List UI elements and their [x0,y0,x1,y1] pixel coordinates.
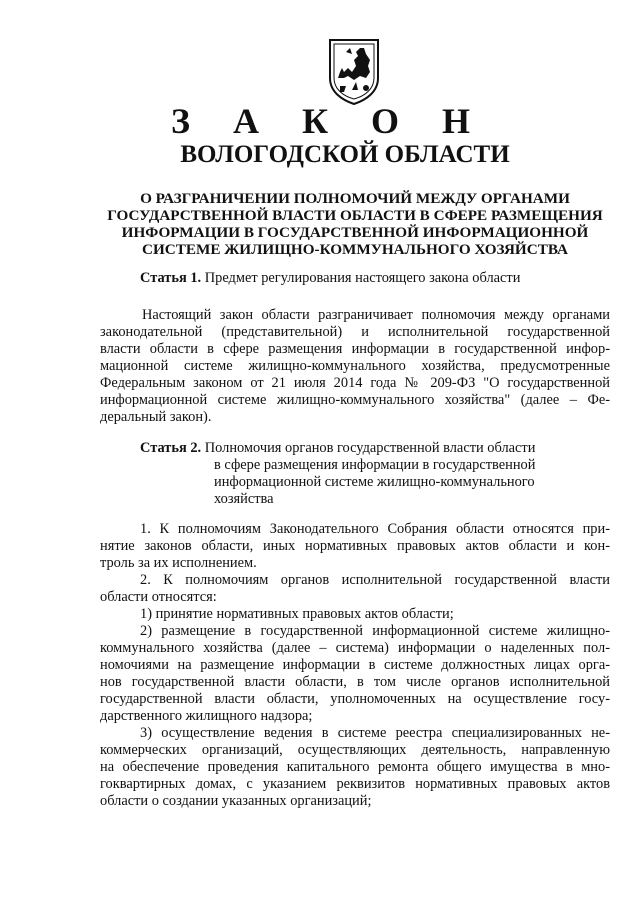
subject-line: О РАЗГРАНИЧЕНИИ ПОЛНОМОЧИЙ МЕЖДУ ОРГАНАМИ [140,190,570,207]
subject-line: ГОСУДАРСТВЕННОЙ ВЛАСТИ ОБЛАСТИ В СФЕРЕ РАЗМЕЩЕНИЯ [107,207,603,224]
article-1-line: информационной системе жилищно-коммунального хозяйства" (далее – Фе- [100,392,610,408]
item-3-line: гоквартирных домах, с указанием реквизитов нормативных правовых актов [100,776,610,792]
region-title: ВОЛОГОДСКОЙ ОБЛАСТИ [180,141,510,168]
item-3-line: 3) осуществление ведения в системе реестра специализированных не- [140,725,610,741]
article-1-title: Предмет регулирования настоящего закона области [204,270,521,286]
item-3-line: коммерческих организаций, осуществляющих деятельность, направленную [100,742,610,758]
subject-line: СИСТЕМЕ ЖИЛИЩНО-КОММУНАЛЬНОГО ХОЗЯЙСТВА [142,241,568,258]
item-2-line: нов государственной власти области, в том числе органов исполнительной [100,674,610,690]
paragraph-1-line: нятие законов области, иных нормативных правовых актов области и кон- [100,538,610,554]
item-1-line: 1) принятие нормативных правовых актов области; [140,606,454,622]
coat-of-arms-icon [326,38,382,106]
paragraph-2-line: 2. К полномочиям органов исполнительной государственной власти [140,572,610,588]
article-1-line: Настоящий закон области разграничивает полномочия между органами [142,307,610,323]
paragraph-1-line: троль за их исполнением. [100,555,257,571]
law-subject [100,190,610,258]
law-title: З А К О Н [170,101,488,141]
article-1-heading [140,270,520,287]
article-2-title-line: Полномочия органов государственной власти области [204,440,536,456]
item-2-line: номочиями на размещение информации в системе должностных лицах орга- [100,657,610,673]
article-2-title-line: хозяйства [214,491,274,507]
paragraph-2-line: области относятся: [100,589,217,605]
article-1-line: законодательной (представительной) и исполнительной государственной [100,324,610,340]
article-2-heading [140,440,535,457]
item-2-line: дарственного жилищного надзора; [100,708,313,724]
paragraph-1-line: 1. К полномочиям Законодательного Собрания области относятся при- [140,521,610,537]
article-2-title-line: в сфере размещения информации в государственной [214,457,536,473]
article-1-line: мационной системе жилищно-коммунального хозяйства, предусмотренные [100,358,610,374]
article-1-line: власти области в сфере размещения информации в государственной инфор- [100,341,610,357]
article-1-line: деральный закон). [100,409,212,425]
item-2-line: государственной власти области, уполномоченных на осуществление госу- [100,691,610,707]
article-2-title-line: информационной системе жилищно-коммунального [214,474,535,490]
article-1-line: Федеральным законом от 21 июля 2014 года № 209-ФЗ "О государственной [100,375,610,391]
subject-line: ИНФОРМАЦИИ В ГОСУДАРСТВЕННОЙ ИНФОРМАЦИОННОЙ [121,224,589,241]
item-3-line: области о создании указанных организаций; [100,793,372,809]
article-1-label: Статья 1. [140,270,202,286]
item-2-line: коммунального хозяйства (далее – система) информации о наделенных пол- [100,640,610,656]
item-3-line: на обеспечение проведения капитального ремонта общего имущества в мно- [100,759,610,775]
article-2-label: Статья 2. [140,440,202,456]
item-2-line: 2) размещение в государственной информационной системе жилищно- [140,623,610,639]
